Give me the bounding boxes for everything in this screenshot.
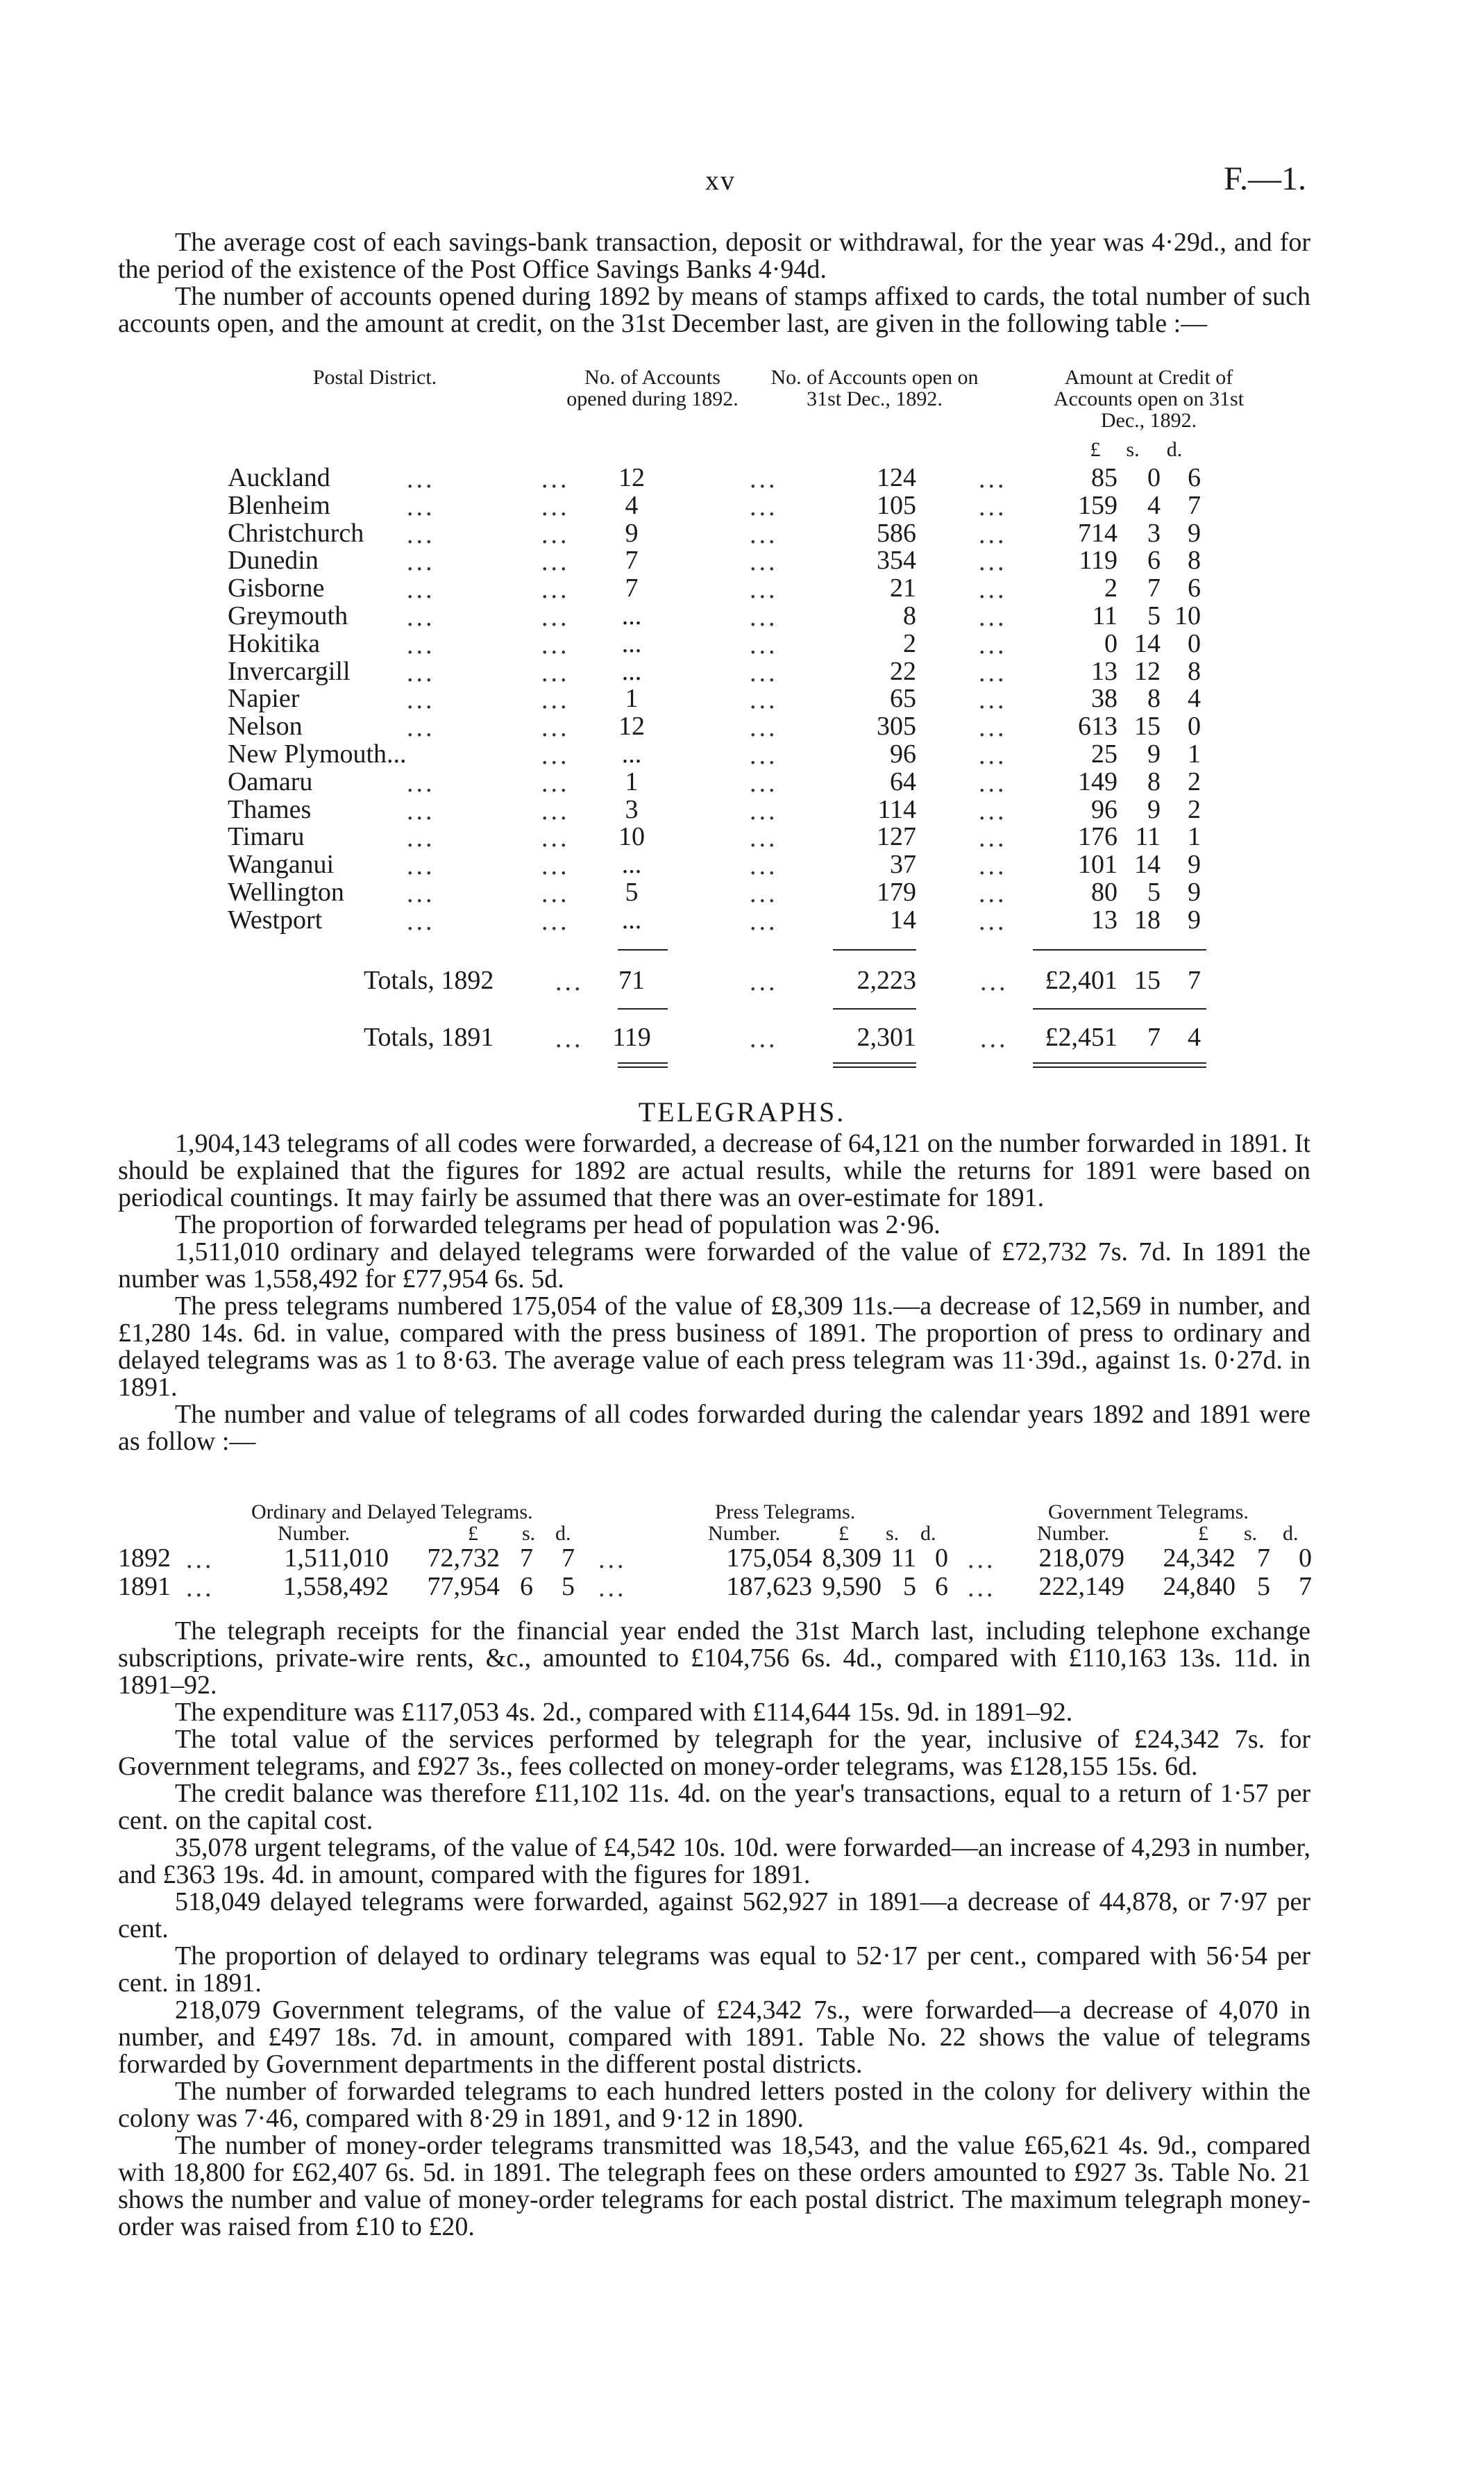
accounts-open: 2 [903, 628, 916, 658]
paragraph: The credit balance was therefore £11,102 11s. 4d. on the year's transactions, equal to a return of 1·57 per cent. on the capital cost. [118, 1779, 1310, 1835]
credit-pounds: 613 [1078, 712, 1118, 742]
leader-dots: ... [541, 713, 570, 743]
page-number: xv [705, 165, 736, 196]
credit-shillings: 18 [1134, 905, 1161, 935]
leader-dots: ... [968, 1573, 996, 1603]
section-title: TELEGRAPHS. [638, 1096, 846, 1128]
credit-shillings: 5 [1147, 878, 1161, 907]
district-name: Auckland [228, 463, 330, 492]
credit-pounds: £2,451 [1045, 1023, 1118, 1052]
column-header-open: No. of Accounts open on 31st Dec., 1892. [770, 366, 979, 410]
accounts-open: 124 [877, 463, 916, 492]
leader-dots: ... [979, 768, 1007, 798]
leader-dots: ... [750, 823, 778, 853]
district-name: Napier [228, 684, 300, 714]
leader-dots: ... [541, 630, 570, 660]
subheader-pence: d. [920, 1522, 936, 1545]
credit-shillings: 6 [1147, 546, 1161, 576]
accounts-opened: 1 [625, 684, 639, 714]
leader-dots: ... [541, 465, 570, 494]
leader-dots: ... [407, 906, 435, 936]
credit-pounds: 714 [1078, 518, 1118, 548]
credit-pounds: 13 [1091, 656, 1118, 686]
paragraph: The number of forwarded telegrams to each hundred letters posted in the colony for delivery within the colony was 7·46, compared with 8·29 in 1891, and 9·12 in 1890. [118, 2077, 1310, 2133]
accounts-opened: ... [621, 739, 642, 769]
leader-dots: ... [979, 851, 1007, 881]
accounts-open: 127 [877, 822, 916, 852]
accounts-open: 21 [890, 574, 916, 603]
accounts-open: 2,301 [857, 1023, 916, 1052]
district-name: Timaru [228, 822, 305, 852]
credit-pence: 4 [1188, 1023, 1201, 1052]
telegraphs-text [118, 1130, 1310, 1455]
accounts-open: 37 [890, 850, 916, 880]
subheader-number: Number. [708, 1522, 781, 1545]
leader-dots: ... [968, 1545, 996, 1574]
leader-dots: ... [598, 1545, 627, 1574]
subheader-pence: d. [1283, 1522, 1299, 1545]
ordinary-pence: 5 [562, 1572, 575, 1601]
leader-dots: ... [750, 879, 778, 908]
paragraph: The number of accounts opened during 1892 by means of stamps affixed to cards, the total number of such accounts open, and the amount at credit, on the 31st December last, are given in the following table :— [118, 282, 1310, 338]
leader-dots: ... [750, 741, 778, 770]
leader-dots: ... [541, 492, 570, 521]
leader-dots: ... [598, 1573, 627, 1603]
table-rule [833, 1062, 916, 1068]
intro-text [118, 229, 1310, 337]
table-rule [618, 1008, 668, 1010]
paragraph: 518,049 delayed telegrams were forwarded, against 562,927 in 1891—a decrease of 44,878, or 7·97 per cent. [118, 1887, 1310, 1943]
paragraph: The average cost of each savings-bank transaction, deposit or withdrawal, for the year was 4·29d., and for the period of the existence of the Post Office Savings Banks 4·94d. [118, 228, 1310, 284]
accounts-opened: 4 [625, 490, 639, 520]
district-name: Gisborne [228, 574, 325, 603]
accounts-opened: 5 [625, 878, 639, 907]
accounts-open: 22 [890, 656, 916, 686]
leader-dots: ... [541, 823, 570, 853]
credit-pounds: 176 [1078, 822, 1118, 852]
leader-dots: ... [979, 575, 1007, 605]
table-rule [833, 1008, 916, 1010]
district-name: Dunedin [228, 546, 319, 576]
leader-dots: ... [979, 519, 1007, 549]
district-name: Blenheim [228, 490, 330, 520]
ordinary-shillings: 7 [520, 1543, 533, 1573]
leader-dots: ... [979, 796, 1007, 826]
column-header-credit: Amount at Credit of Accounts open on 31st Dec., 1892. [1053, 366, 1245, 432]
leader-dots: ... [541, 658, 570, 687]
press-pounds: 9,590 [822, 1572, 882, 1601]
credit-shillings: 9 [1147, 794, 1161, 824]
leader-dots: ... [407, 685, 435, 715]
government-pounds: 24,840 [1163, 1572, 1236, 1601]
accounts-open: 96 [890, 739, 916, 769]
accounts-opened: 119 [612, 1023, 651, 1052]
credit-pence: 1 [1188, 739, 1201, 769]
accounts-opened: 3 [625, 794, 639, 824]
group-header-government: Government Telegrams. [1048, 1500, 1249, 1523]
district-name: Invercargill [228, 656, 351, 686]
accounts-opened: 7 [625, 574, 639, 603]
leader-dots: ... [186, 1545, 214, 1574]
district-name: Christchurch [228, 518, 364, 548]
credit-pounds: 11 [1092, 601, 1118, 630]
totals-label: Totals, 1891 [364, 1023, 494, 1052]
credit-shillings: 14 [1134, 628, 1161, 658]
accounts-open: 586 [877, 518, 916, 548]
credit-shillings: 3 [1147, 518, 1161, 548]
subheader-shillings: s. [886, 1522, 900, 1545]
leader-dots: ... [979, 823, 1007, 853]
subheader-shillings: s. [1244, 1522, 1258, 1545]
leader-dots: ... [541, 741, 570, 770]
leader-dots: ... [750, 768, 778, 798]
subheader-shillings: s. [522, 1522, 536, 1545]
leader-dots: ... [541, 796, 570, 826]
credit-pounds: 96 [1091, 794, 1118, 824]
ordinary-pounds: 77,954 [427, 1572, 500, 1601]
paragraph: The press telegrams numbered 175,054 of the value of £8,309 11s.—a decrease of 12,569 in number, and £1,280 14s. 6d. in value, compared with the press business of 1891. The proportion of press to ordinary and delayed telegrams was as 1 to 8·63. The average value of each press telegram was 11·39d., against 1s. 0·27d. in 1891. [118, 1291, 1310, 1402]
leader-dots: ... [407, 796, 435, 826]
accounts-open: 179 [877, 878, 916, 907]
credit-shillings: 15 [1134, 712, 1161, 742]
credit-shillings: 0 [1147, 463, 1161, 492]
leader-dots: ... [541, 906, 570, 936]
accounts-opened: ... [621, 601, 642, 630]
leader-dots: ... [186, 1573, 214, 1603]
accounts-opened: 1 [625, 767, 639, 796]
accounts-open: 65 [890, 684, 916, 714]
table-rule [1033, 949, 1206, 951]
district-name: New Plymouth... [228, 739, 407, 769]
page-header [0, 160, 1484, 206]
leader-dots: ... [541, 575, 570, 605]
district-name: Thames [228, 794, 312, 824]
accounts-open: 114 [877, 794, 916, 824]
leader-dots: ... [750, 713, 778, 743]
leader-dots: ... [750, 492, 778, 521]
credit-pence: 6 [1188, 463, 1201, 492]
credit-pounds: 25 [1091, 739, 1118, 769]
press-number: 175,054 [726, 1543, 812, 1573]
accounts-opened: ... [621, 905, 642, 935]
accounts-opened: 71 [618, 966, 645, 995]
leader-dots: ... [750, 906, 778, 936]
leader-dots: ... [750, 967, 778, 996]
leader-dots: ... [979, 630, 1007, 660]
leader-dots: ... [750, 603, 778, 632]
leader-dots: ... [407, 630, 435, 660]
paragraph: The proportion of delayed to ordinary telegrams was equal to 52·17 per cent., compared with 56·54 per cent. in 1891. [118, 1941, 1310, 1998]
leader-dots: ... [541, 547, 570, 577]
table-rule [833, 949, 916, 951]
receipts-text [118, 1618, 1310, 2241]
credit-pounds: 85 [1091, 463, 1118, 492]
credit-pence: 7 [1188, 490, 1201, 520]
accounts-opened: ... [621, 656, 642, 686]
government-pounds: 24,342 [1163, 1543, 1236, 1573]
government-pence: 7 [1299, 1572, 1312, 1601]
district-name: Oamaru [228, 767, 313, 796]
paragraph: The number of money-order telegrams transmitted was 18,543, and the value £65,621 4s. 9d., compared with 18,800 for £62,407 6s. 5d. in 1891. The telegraph fees on these orders amounted to £927 3s. Table No. 21 shows the number and value of money-order telegrams for each postal district. The maximum telegraph money-order was raised from £10 to £20. [118, 2131, 1310, 2241]
year: 1891 [118, 1572, 171, 1601]
paragraph: The telegraph receipts for the financial year ended the 31st March last, including telephone exchange subscriptions, private-wire rents, &c., amounted to £104,756 6s. 4d., compared with £110,163 13s. 11d. in 1891–92. [118, 1616, 1310, 1700]
credit-shillings: 9 [1147, 739, 1161, 769]
table-rule [618, 1062, 668, 1068]
government-shillings: 7 [1257, 1543, 1270, 1573]
press-pounds: 8,309 [822, 1543, 882, 1573]
paragraph: 1,904,143 telegrams of all codes were forwarded, a decrease of 64,121 on the number forwarded in 1891. It should be explained that the figures for 1892 are actual results, while the returns for 1891 were based on periodical countings. It may fairly be assumed that there was an over-estimate for 1891. [118, 1129, 1310, 1212]
leader-dots: ... [979, 465, 1007, 494]
accounts-opened: 9 [625, 518, 639, 548]
district-name: Westport [228, 905, 323, 935]
leader-dots: ... [555, 967, 584, 996]
leader-dots: ... [407, 879, 435, 908]
leader-dots: ... [979, 603, 1007, 632]
leader-dots: ... [979, 879, 1007, 908]
credit-pence: 8 [1188, 656, 1201, 686]
government-number: 222,149 [1038, 1572, 1124, 1601]
leader-dots: ... [979, 741, 1007, 770]
press-shillings: 5 [903, 1572, 916, 1601]
unit-shillings: s. [1126, 438, 1140, 461]
leader-dots: ... [407, 768, 435, 798]
leader-dots: ... [407, 519, 435, 549]
leader-dots: ... [541, 519, 570, 549]
leader-dots: ... [407, 658, 435, 687]
table-rule [1033, 1062, 1206, 1068]
ordinary-pence: 7 [562, 1543, 575, 1573]
paragraph: 35,078 urgent telegrams, of the value of £4,542 10s. 10d. were forwarded—an increase of 4,293 in number, and £363 19s. 4d. in amount, compared with the figures for 1891. [118, 1833, 1310, 1889]
credit-shillings: 7 [1147, 574, 1161, 603]
leader-dots: ... [555, 1024, 584, 1053]
leader-dots: ... [541, 851, 570, 881]
credit-pence: 10 [1174, 601, 1201, 630]
leader-dots: ... [750, 658, 778, 687]
accounts-open: 14 [890, 905, 916, 935]
leader-dots: ... [750, 630, 778, 660]
credit-pence: 9 [1188, 850, 1201, 880]
subheader-pence: d. [555, 1522, 571, 1545]
credit-shillings: 12 [1134, 656, 1161, 686]
column-header-opened: No. of Accounts opened during 1892. [566, 366, 739, 410]
credit-shillings: 15 [1134, 966, 1161, 995]
leader-dots: ... [979, 713, 1007, 743]
credit-pounds: 0 [1104, 628, 1118, 658]
credit-pounds: 149 [1078, 767, 1118, 796]
government-pence: 0 [1299, 1543, 1312, 1573]
ordinary-shillings: 6 [520, 1572, 533, 1601]
district-name: Wanganui [228, 850, 335, 880]
credit-shillings: 8 [1147, 767, 1161, 796]
group-header-press: Press Telegrams. [715, 1500, 856, 1523]
table-rule [1033, 1008, 1206, 1010]
credit-shillings: 7 [1147, 1023, 1161, 1052]
leader-dots: ... [541, 603, 570, 632]
leader-dots: ... [980, 967, 1009, 996]
paragraph: The total value of the services performed by telegraph for the year, inclusive of £24,342 7s. for Government telegrams, and £927 3s., fees collected on money-order telegrams, was £128,155 15s. 6d. [118, 1725, 1310, 1781]
leader-dots: ... [407, 575, 435, 605]
leader-dots: ... [407, 851, 435, 881]
credit-pounds: 2 [1104, 574, 1118, 603]
document-reference: F.—1. [1224, 160, 1306, 197]
credit-shillings: 14 [1134, 850, 1161, 880]
leader-dots: ... [407, 547, 435, 577]
leader-dots: ... [979, 547, 1007, 577]
credit-pence: 9 [1188, 518, 1201, 548]
paragraph: The proportion of forwarded telegrams per head of population was 2·96. [175, 1210, 941, 1239]
credit-pounds: 80 [1091, 878, 1118, 907]
accounts-open: 105 [877, 490, 916, 520]
ordinary-number: 1,511,010 [284, 1543, 389, 1573]
leader-dots: ... [407, 823, 435, 853]
column-header-district: Postal District. [312, 366, 437, 389]
leader-dots: ... [407, 465, 435, 494]
leader-dots: ... [750, 465, 778, 494]
leader-dots: ... [750, 851, 778, 881]
leader-dots: ... [407, 492, 435, 521]
credit-pence: 7 [1188, 966, 1201, 995]
subheader-pounds: £ [1198, 1522, 1208, 1545]
accounts-open: 2,223 [857, 966, 916, 995]
subheader-pounds: £ [468, 1522, 478, 1545]
district-name: Nelson [228, 712, 303, 742]
credit-pounds: 38 [1091, 684, 1118, 714]
accounts-opened: ... [621, 850, 642, 880]
leader-dots: ... [979, 658, 1007, 687]
subheader-pounds: £ [838, 1522, 849, 1545]
credit-pence: 4 [1188, 684, 1201, 714]
leader-dots: ... [750, 685, 778, 715]
ordinary-number: 1,558,492 [283, 1572, 389, 1601]
credit-pence: 2 [1188, 794, 1201, 824]
credit-pence: 0 [1188, 628, 1201, 658]
group-header-ordinary: Ordinary and Delayed Telegrams. [251, 1500, 533, 1523]
press-pence: 6 [935, 1572, 948, 1601]
leader-dots: ... [541, 879, 570, 908]
district-name: Greymouth [228, 601, 348, 630]
press-number: 187,623 [726, 1572, 812, 1601]
accounts-opened: ... [621, 628, 642, 658]
leader-dots: ... [750, 575, 778, 605]
accounts-open: 64 [890, 767, 916, 796]
leader-dots: ... [750, 1024, 778, 1053]
credit-shillings: 8 [1147, 684, 1161, 714]
credit-pounds: 101 [1078, 850, 1118, 880]
leader-dots: ... [750, 796, 778, 826]
district-name: Hokitika [228, 628, 320, 658]
credit-shillings: 5 [1147, 601, 1161, 630]
leader-dots: ... [979, 906, 1007, 936]
leader-dots: ... [407, 603, 435, 632]
credit-pounds: 13 [1091, 905, 1118, 935]
credit-shillings: 4 [1147, 490, 1161, 520]
accounts-opened: 12 [618, 712, 645, 742]
accounts-open: 305 [877, 712, 916, 742]
subheader-number: Number. [1037, 1522, 1110, 1545]
accounts-opened: 7 [625, 546, 639, 576]
unit-pounds: £ [1090, 438, 1101, 461]
year: 1892 [118, 1543, 171, 1573]
press-shillings: 11 [891, 1543, 916, 1573]
credit-shillings: 11 [1135, 822, 1161, 852]
leader-dots: ... [979, 492, 1007, 521]
credit-pence: 2 [1188, 767, 1201, 796]
credit-pence: 8 [1188, 546, 1201, 576]
leader-dots: ... [750, 519, 778, 549]
government-shillings: 5 [1257, 1572, 1270, 1601]
leader-dots: ... [407, 713, 435, 743]
unit-pence: d. [1166, 438, 1183, 461]
credit-pence: 9 [1188, 905, 1201, 935]
credit-pounds: £2,401 [1045, 966, 1118, 995]
ordinary-pounds: 72,732 [427, 1543, 500, 1573]
totals-label: Totals, 1892 [364, 966, 494, 995]
accounts-open: 8 [903, 601, 916, 630]
district-name: Wellington [228, 878, 344, 907]
leader-dots: ... [979, 685, 1007, 715]
subheader-number: Number. [278, 1522, 351, 1545]
paragraph: The number and value of telegrams of all codes forwarded during the calendar years 1892 and 1891 were as follow :— [118, 1400, 1310, 1456]
leader-dots: ... [541, 685, 570, 715]
credit-pence: 9 [1188, 878, 1201, 907]
table-rule [618, 949, 668, 951]
credit-pounds: 119 [1079, 546, 1118, 576]
credit-pence: 6 [1188, 574, 1201, 603]
credit-pounds: 159 [1078, 490, 1118, 520]
paragraph: 218,079 Government telegrams, of the value of £24,342 7s., were forwarded—a decrease of 4,070 in number, and £497 18s. 7d. in amount, compared with 1891. Table No. 22 shows the value of telegrams forwarded by Government departments in the different postal districts. [118, 1995, 1310, 2079]
credit-pence: 1 [1188, 822, 1201, 852]
paragraph: The expenditure was £117,053 4s. 2d., compared with £114,644 15s. 9d. in 1891–92. [175, 1698, 1073, 1727]
accounts-opened: 10 [618, 822, 645, 852]
press-pence: 0 [935, 1543, 948, 1573]
credit-pence: 0 [1188, 712, 1201, 742]
paragraph: 1,511,010 ordinary and delayed telegrams were forwarded of the value of £72,732 7s. 7d. In 1891 the number was 1,558,492 for £77,954 6s. 5d. [118, 1237, 1310, 1294]
government-number: 218,079 [1038, 1543, 1124, 1573]
leader-dots: ... [541, 768, 570, 798]
accounts-open: 354 [877, 546, 916, 576]
leader-dots: ... [750, 547, 778, 577]
accounts-opened: 12 [618, 463, 645, 492]
leader-dots: ... [980, 1024, 1009, 1053]
